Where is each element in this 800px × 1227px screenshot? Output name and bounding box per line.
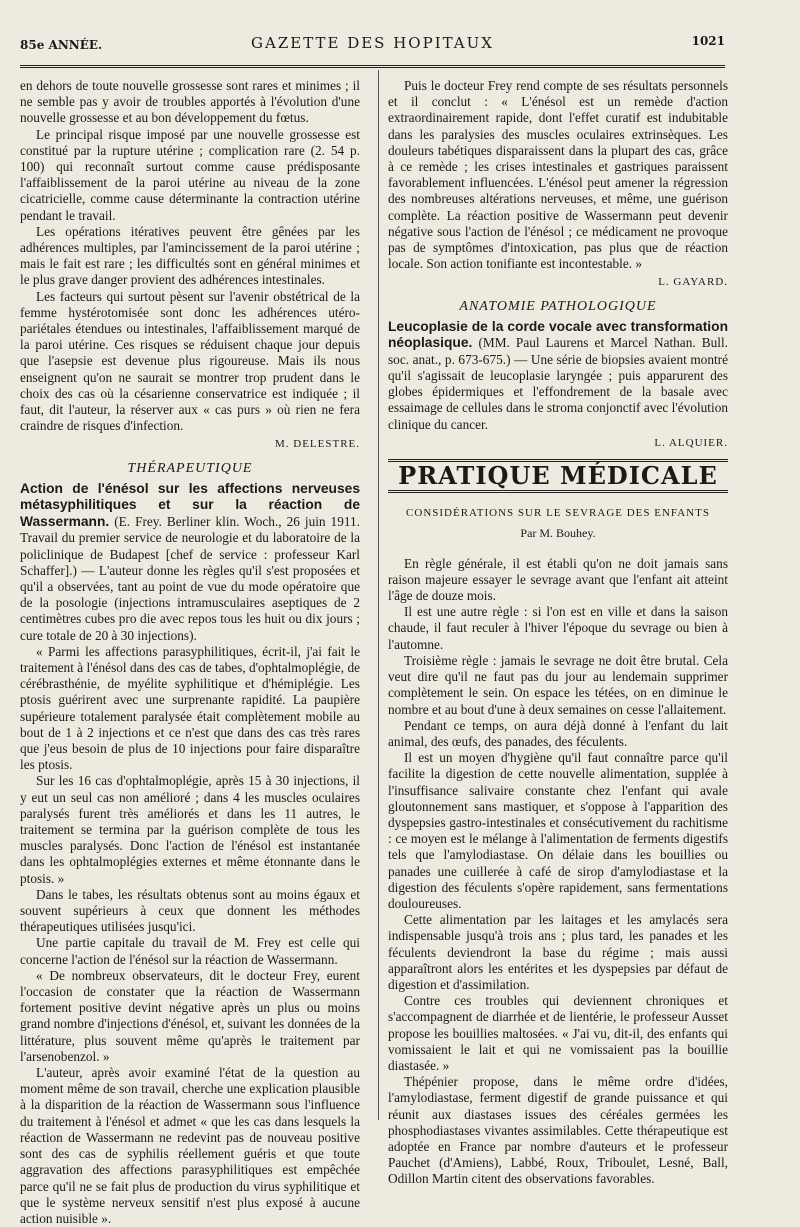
paragraph: Il est un moyen d'hygiène qu'il faut connaître parce qu'il facilite la digestion de cette nouvelle alimentation, supplée à l'insuffisance salivaire constante chez l'enfant qui avale gloutonnement sans mastiquer, et s'oppose à l'apparition des dyspepsies gastro-intestinales et consécutivement du rachitisme : ce moyen est le mélange à l'alimentation de ferments digestifs tels que l'amylodiastase. On délaie dans les bouillies ou panades une cuillerée à café de sirop d'amylodiastase et la digestion des féculents s'opère rapidement, sans fermentations douloureuses.	[388, 750, 728, 911]
column-divider	[378, 70, 379, 1120]
article-paragraph	[20, 481, 360, 644]
paragraph: Les opérations itératives peuvent être gênées par les adhérences multiples, par l'amincissement de la paroi utérine ; mais le fait est rare ; les difficultés sont en général minimes et le plus grave danger provient des adhérences intestinales.	[20, 223, 360, 288]
paragraph: Il est une autre règle : si l'on est en ville et dans la saison chaude, il faut reculer à l'hiver l'époque du sevrage ou bien à l'automne.	[388, 604, 728, 652]
paragraph: en dehors de toute nouvelle grossesse sont rares et minimes ; il ne semble pas y avoir de troubles apportés à l'évolution d'une nouvelle grossesse et au bon développement du fœtus.	[20, 78, 360, 126]
page-header	[20, 32, 725, 62]
volume-year: 85e ANNÉE.	[20, 38, 103, 52]
paragraph: Les facteurs qui surtout pèsent sur l'avenir obstétrical de la femme hystérotomisée sont donc les adhérences utéro-pariétales étendues ou intestinales, l'affaiblissement marqué de la paroi utérine. Ces risques se réduisent chaque jour depuis que l'asepsie est devenue plus rigoureuse. Mais ils nous enseignent qu'on ne saurait se montrer trop prudent dans le choix des cas où la césarienne conservatrice est indiquée ; il faut, dit l'auteur, la réserver aux « cas purs » où rien ne fera craindre de risques d'infection.	[20, 288, 360, 434]
article-author: Par M. Bouhey.	[520, 526, 596, 541]
section-heading: THÉRAPEUTIQUE	[127, 460, 253, 476]
header-rule	[20, 65, 725, 68]
paragraph: Dans le tabes, les résultats obtenus sont au moins égaux et souvent supérieurs à ceux que donnent les méthodes thérapeutiques utilisées jusqu'ici.	[20, 886, 360, 935]
paragraph: Contre ces troubles qui deviennent chroniques et s'accompagnent de diarrhée et de lientérie, le professeur Ausset propose les bouillies maltosées. « J'ai vu, dit-il, des enfants qui vomissaient le lait et qui ne vomissaient pas la bouillie diastasée. »	[388, 993, 728, 1073]
article-heading: CONSIDÉRATIONS SUR LE SEVRAGE DES ENFANTS	[406, 507, 710, 520]
article-title: Action de l'énésol sur les affections nerveuses métasyphilitiques et sur la réaction de Wassermann.	[20, 480, 360, 529]
article-body: (MM. Paul Laurens et Marcel Nathan. Bull. soc. anat., p. 673-675.) — Une série de biopsies avaient montré qu'il s'agissait de leucoplasie laryngée ; puis apparurent des globes épidermiques et l'effondrement de la basale avec essaimage de cellules dans le stroma conjonctif avec l'évolution clinique du cancer.	[388, 335, 728, 432]
paragraph: Une partie capitale du travail de M. Frey est celle qui concerne l'action de l'énésol sur la réaction de Wassermann.	[20, 935, 360, 967]
author-signature: L. ALQUIER.	[654, 436, 728, 449]
section-banner	[388, 459, 728, 493]
paragraph: « De nombreux observateurs, dit le docteur Frey, eurent l'occasion de constater que la réaction de Wassermann fortement positive devint négative après un plus ou moins grand nombre d'injections d'énésol, et, suivant les données de la littérature, plus souvent même qu'après le traitement par l'arsenobenzol. »	[20, 967, 360, 1064]
page-number: 1021	[691, 34, 725, 48]
article-title: Leucoplasie de la corde vocale avec transformation néoplasique.	[388, 318, 728, 351]
left-column	[20, 78, 360, 1227]
paragraph: « Parmi les affections parasyphilitiques, écrit-il, j'ai fait le traitement à l'énésol dans des cas de tabes, d'ophtalmoplégie, de cérébrasthénie, de myélite syphilitique et d'hémiplégie. Les ptosis guérirent avec une surprenante rapidité. La paupière supérieure totalement paralysée était complètement mobile au bout de 1 à 2 injections et ce n'est que dans des cas très rares que j'eus besoin de plus de 10 injections pour faire disparaître les ptosis.	[20, 643, 360, 773]
right-column	[388, 78, 728, 1188]
paragraph: En règle générale, il est établi qu'on ne doit jamais sans raison majeure essayer le sevrage avant que l'enfant ait atteint l'âge de douze mois.	[388, 555, 728, 604]
journal-title: GAZETTE DES HOPITAUX	[251, 34, 494, 52]
paragraph: Pendant ce temps, on aura déjà donné à l'enfant du lait animal, des œufs, des panades, des féculents.	[388, 717, 728, 749]
author-signature: L. GAYARD.	[658, 276, 728, 289]
article-paragraph	[388, 319, 728, 433]
paragraph: Cette alimentation par les laitages et les amylacés sera indispensable jusqu'à trois ans ; plus tard, les panades et les féculents deviendront la base du régime ; mais aussi apparaîtront alors les entérites et les dyspepsies par défaut de digestion et d'assimilation.	[388, 912, 728, 992]
article-reference: (E. Frey. Berliner klin. Woch., 26 juin 1911. Travail du premier service de neurologie et du laboratoire de la policlinique de Budapest [chef de service : professeur Karl Schaffer].) — L'auteur donne les règles qu'il s'est proposées et qu'il a observées, tant au point de vue du mode opératoire que de la posologie (injections intramusculaires aseptiques de 2 centimètres cubes pro die avec repos tous les huit ou dix jours ; cure totale de 20 à 30 injections).	[20, 513, 360, 643]
section-heading: ANATOMIE PATHOLOGIQUE	[459, 298, 657, 314]
paragraph: Le principal risque imposé par une nouvelle grossesse est constitué par la rupture utérine ; complication rare (2. 54 p. 100) qui reconnaît surtout comme cause prédisposante l'affaiblissement de la paroi utérine au niveau de la zone cicatricielle, comme cause déterminante la contraction utérine pendant le travail.	[20, 126, 360, 223]
banner-title: PRATIQUE MÉDICALE	[398, 461, 718, 491]
paragraph: L'auteur, après avoir examiné l'état de la question au moment même de son travail, cherche une explication plausible à la disparition de la réaction de Wassermann sous l'influence du traitement à l'énésol et admet « que les cas dans lesquels la réaction de Wassermann ne redevint pas de nouveau positive sont des cas de syphilis réellement guéris et que toute aggravation des affections parasyphilitiques est empêchée parce qu'il ne se fait plus de production du virus syphilitique et que le système nerveux sensitif n'est plus exposé à aucune action nuisible ».	[20, 1065, 360, 1226]
paragraph: Thépénier propose, dans le même ordre d'idées, l'amylodiastase, ferment digestif de grande puissance et qui réunit aux diastases issues des céréales germées les phosphodiastases vivantes assimilables. Cette thérapeutique est adoptée en France par nombre d'auteurs et le professeur Pauchet (d'Amiens), Labbé, Roux, Triboulet, Lesné, Ball, Odillon Martin citent des observations favorables.	[388, 1074, 728, 1187]
paragraph: Sur les 16 cas d'ophtalmoplégie, après 15 à 30 injections, il y eut un seul cas non amélioré ; dans 4 les muscles oculaires paralysés furent très améliorés et dans les 11 autres, le traitement se termina par la guérison complète de tous les muscles paralysés. Donc l'action de l'énésol est instantanée dans les ophtalmoplégies externes et même étonnante dans le ptosis. »	[20, 773, 360, 886]
paragraph: Puis le docteur Frey rend compte de ses résultats personnels et il conclut : « L'énésol est un remède d'action extraordinairement rapide, dont l'effet curatif est indubitable dans les paralysies des muscles oculaires extrinsèques. Les douleurs tabétiques disparaissent dans la plupart des cas, grâce à ce remède ; les crises intestinales et gastriques paraissent favorablement influencées. L'énésol peut amener la régression des nombreuses altérations nerveuses, et même, une guérison complète. La réaction positive de Wassermann peut devenir négative sous l'action de l'énésol ; ce médicament ne provoque pas de symptômes d'intoxication, pas plus que de réaction locale. Son action tonifiante est incontestable. »	[388, 78, 728, 272]
paragraph: Troisième règle : jamais le sevrage ne doit être brutal. Cela veut dire qu'il ne faut pas du jour au lendemain supprimer complètement le sein. On espace les tétées, on en diminue le nombre et au bout d'une à deux semaines on cesse l'allaitement.	[388, 652, 728, 717]
author-signature: M. DELESTRE.	[274, 438, 360, 451]
